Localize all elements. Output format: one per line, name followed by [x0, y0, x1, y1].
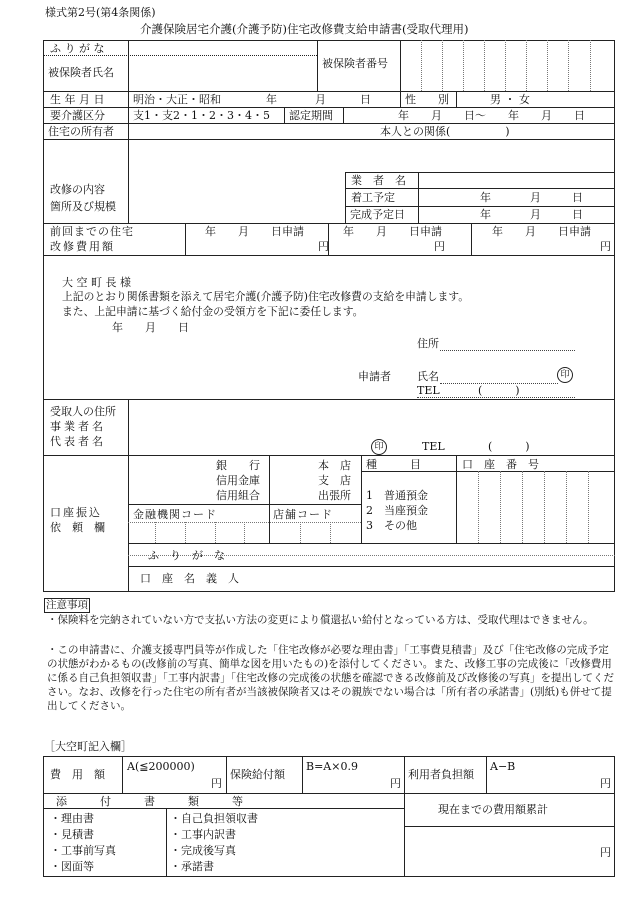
- renovation-label-2: 箇所及び規模: [50, 200, 116, 213]
- bank-section-label-2: 依 頼 欄: [50, 521, 105, 534]
- attachment-left-2: ・見積書: [50, 828, 94, 841]
- bank-type-kumiai[interactable]: 信用組合: [216, 489, 260, 502]
- renovation-label-1: 改修の内容: [50, 183, 105, 196]
- previous-label-2: 改修費用額: [50, 240, 115, 253]
- cert-period-value[interactable]: 年 月 日〜 年 月 日: [398, 109, 585, 122]
- insured-name-label: 被保険者氏名: [48, 66, 114, 79]
- start-plan-label: 着工予定: [351, 191, 395, 204]
- previous-2-date[interactable]: 年 月 日申請: [343, 225, 442, 238]
- branch-code-label: 店舗コード: [273, 508, 333, 521]
- burden-yen: 円: [600, 777, 611, 790]
- owner-label: 住宅の所有者: [48, 125, 114, 138]
- previous-1-yen: 円: [318, 240, 329, 253]
- birth-eras[interactable]: 明治・大正・昭和: [133, 93, 221, 106]
- insured-furigana-label: ふ り が な: [50, 42, 105, 55]
- account-kind-current[interactable]: 2 当座預金: [366, 504, 428, 517]
- application-line-1: 上記のとおり関係書類を添えて居宅介護(介護予防)住宅改修費の支給を申請します。: [62, 290, 470, 303]
- account-kind-label: 種 目: [366, 458, 421, 471]
- sex-label: 性 別: [405, 93, 449, 106]
- form-title: 介護保険居宅介護(介護予防)住宅改修費支給申請書(受取代理用): [140, 22, 469, 36]
- notes-heading: 注意事項: [46, 599, 88, 611]
- cumulative-yen: 円: [600, 846, 611, 859]
- town-use-table: [43, 756, 615, 877]
- care-level-options[interactable]: 支1・支2・1・2・3・4・5: [133, 109, 270, 122]
- applicant-label: 申請者: [358, 370, 391, 383]
- recipient-field[interactable]: [129, 400, 614, 438]
- branch-type-main[interactable]: 本 店: [318, 459, 351, 472]
- application-line-2: また、上記申請に基づく給付金の受領方を下記に委任します。: [62, 305, 364, 318]
- attachment-left-4: ・図面等: [50, 860, 94, 873]
- bank-type-shinkin[interactable]: 信用金庫: [216, 474, 260, 487]
- start-day: 日: [572, 191, 583, 204]
- holder-furigana-label: ふ り が な: [148, 549, 225, 562]
- cert-period-label: 認定期間: [289, 109, 333, 122]
- attachment-left-1: ・理由書: [50, 812, 94, 825]
- form-number: 様式第2号(第4条関係): [45, 6, 156, 19]
- branch-type-branch[interactable]: 支 店: [318, 474, 351, 487]
- bank-type-bank[interactable]: 銀 行: [216, 459, 260, 472]
- recipient-company-label: 事業者名: [50, 420, 106, 433]
- contractor-label: 業 者 名: [351, 174, 406, 187]
- benefit-formula: B=A×0.9: [306, 760, 358, 773]
- previous-label-1: 前回までの住宅: [50, 225, 134, 238]
- account-kind-ordinary[interactable]: 1 普通預金: [366, 489, 428, 502]
- previous-3-date[interactable]: 年 月 日申請: [492, 225, 591, 238]
- seal-mark: 印: [557, 367, 573, 383]
- benefit-yen: 円: [390, 777, 401, 790]
- applicant-address-label: 住所: [417, 337, 439, 350]
- birth-month: 月: [315, 93, 326, 106]
- burden-formula: A−B: [490, 760, 516, 773]
- previous-3-yen: 円: [600, 240, 611, 253]
- burden-label: 利用者負担額: [408, 768, 474, 781]
- birth-day: 日: [360, 93, 371, 106]
- benefit-label: 保険給付額: [230, 768, 285, 781]
- recipient-seal-mark: 印: [371, 439, 387, 455]
- sex-options[interactable]: 男 ・ 女: [490, 93, 530, 106]
- finish-plan-label: 完成予定日: [350, 208, 405, 221]
- start-year: 年: [480, 191, 491, 204]
- recipient-tel-paren[interactable]: ( ): [488, 440, 530, 453]
- start-month: 月: [530, 191, 541, 204]
- insured-name-field[interactable]: [129, 56, 316, 90]
- account-number-label: 口 座 番 号: [462, 458, 539, 471]
- cost-yen: 円: [211, 777, 222, 790]
- care-level-label: 要介護区分: [50, 109, 105, 122]
- applicant-name-label: 氏名: [417, 370, 439, 383]
- application-date[interactable]: 年 月 日: [112, 321, 189, 334]
- birth-label: 生 年 月 日: [50, 93, 105, 106]
- attachment-right-1: ・自己負担領収書: [170, 812, 258, 825]
- applicant-address-field[interactable]: [440, 350, 575, 351]
- recipient-address-label: 受取人の住所: [50, 405, 116, 418]
- applicant-tel-label: TEL: [417, 384, 440, 397]
- account-holder-label: 口 座 名 義 人: [140, 572, 239, 585]
- branch-type-office[interactable]: 出張所: [318, 489, 351, 502]
- insured-number-field[interactable]: [401, 41, 614, 90]
- recipient-rep-label: 代表者名: [50, 435, 106, 448]
- note-item-2: ・この申請書に、介護支援専門員等が作成した「住宅改修が必要な理由書」「工事費見積書」及び「住宅改修の完成予定の状態がわかるもの(改修前の写真、簡単な図を用いたもの)を添付してください。また、改修工事の完成後に「改修費用に係る自己負担領収書」「工事内訳書」「住宅改修の完成後の状態を確認できる改修前及び改修後の写真」を提出してください。なお、改修を行った住宅の所有者が当該被保険者又はその親族でない場合は「所有者の承諾書」(別紙)も併せて提出してください。: [47, 644, 614, 712]
- applicant-tel-paren[interactable]: ( ): [478, 384, 520, 397]
- attachments-label: 添 付 書 類 等: [56, 795, 243, 808]
- cumulative-label: 現在までの費用額累計: [438, 803, 548, 816]
- cost-label: 費 用 額: [50, 768, 105, 781]
- cost-formula: A(≦200000): [127, 760, 195, 773]
- owner-relation[interactable]: 本人との関係( ): [380, 125, 510, 138]
- town-use-heading: ［大空町記入欄］: [44, 740, 132, 753]
- finish-month: 月: [530, 208, 541, 221]
- bank-section-label-1: 口座振込: [50, 506, 102, 519]
- finish-year: 年: [480, 208, 491, 221]
- attachment-right-4: ・承諾書: [170, 860, 214, 873]
- previous-2-yen: 円: [434, 240, 445, 253]
- attachment-right-2: ・工事内訳書: [170, 828, 236, 841]
- account-kind-other[interactable]: 3 その他: [366, 519, 417, 532]
- birth-year: 年: [266, 93, 277, 106]
- addressee: 大 空 町 長 様: [62, 276, 131, 289]
- note-item-1: ・保険料を完納されていない方で支払い方法の変更により償還払い給付となっている方は、受取代理はできません。: [47, 614, 594, 626]
- attachment-left-3: ・工事前写真: [50, 844, 116, 857]
- insured-number-label: 被保険者番号: [322, 57, 388, 70]
- finish-day: 日: [572, 208, 583, 221]
- attachment-right-3: ・完成後写真: [170, 844, 236, 857]
- previous-1-date[interactable]: 年 月 日申請: [205, 225, 304, 238]
- bank-code-label: 金融機関コード: [133, 508, 217, 521]
- recipient-tel-label: TEL: [422, 440, 445, 453]
